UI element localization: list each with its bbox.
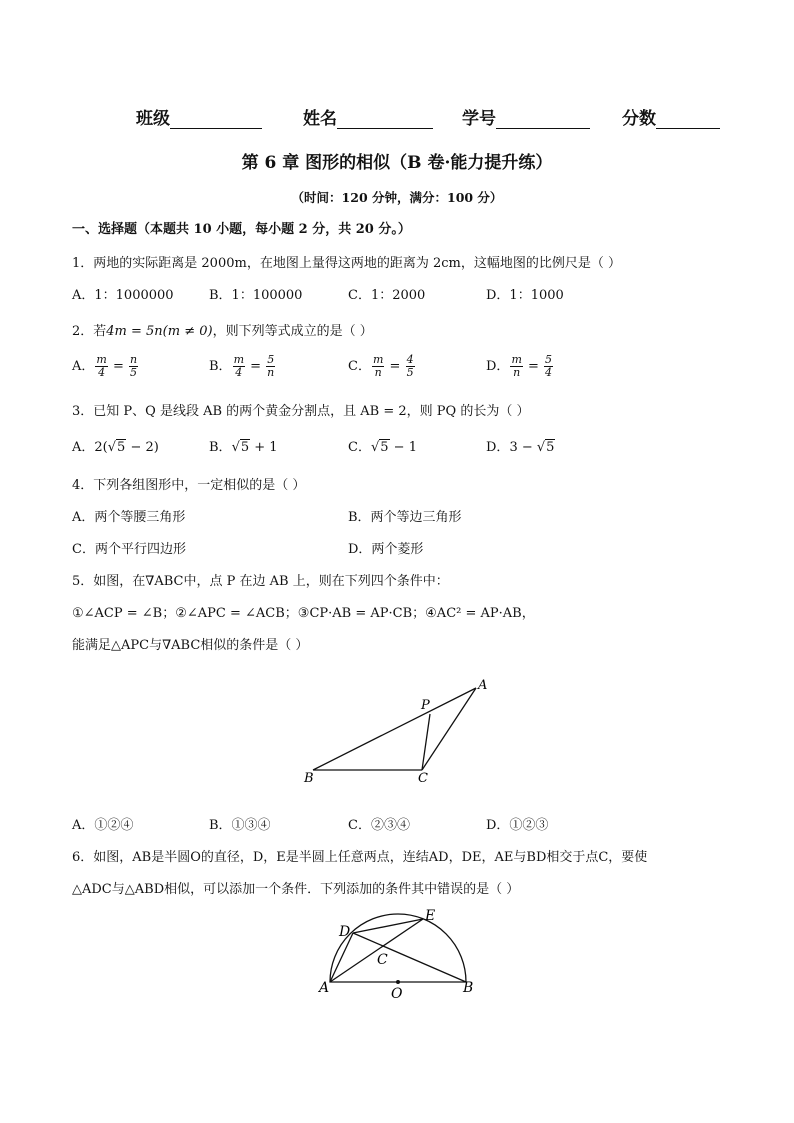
q3-option-a[interactable]: A．2(√5 − 2) xyxy=(72,440,159,455)
q1-option-c[interactable]: C．1：2000 xyxy=(348,288,426,303)
q4-option-b[interactable]: B．两个等边三角形 xyxy=(348,510,462,525)
q3-d-rad: 5 xyxy=(546,440,555,455)
q5-option-b[interactable]: B．①③④ xyxy=(209,818,271,833)
q3-option-d[interactable]: D．3 − √5 xyxy=(486,440,555,455)
q3-c-post: − 1 xyxy=(389,440,417,455)
q2-b-rden: n xyxy=(267,366,275,379)
q2-option-d[interactable]: D． $\frac{m}{n}$ = $\frac{5}{4}$ xyxy=(486,353,553,379)
q2-option-d-label: D． xyxy=(486,359,510,374)
label-b: B xyxy=(304,771,314,786)
q3-a-rad: 5 xyxy=(117,440,126,455)
q2-option-c[interactable]: C． $\frac{m}{n}$ = $\frac{4}{5}$ xyxy=(348,353,414,379)
label-a: A xyxy=(478,678,488,693)
q4-option-d[interactable]: D．两个菱形 xyxy=(348,542,424,557)
segment-bd xyxy=(353,933,466,982)
semicircle-figure xyxy=(315,904,485,1004)
label-p: P xyxy=(421,698,430,713)
q1-option-b[interactable]: B．1：100000 xyxy=(209,288,303,303)
q5-option-a[interactable]: A．①②④ xyxy=(72,818,134,833)
segment-ba xyxy=(313,688,476,770)
q5-option-d[interactable]: D．①②③ xyxy=(486,818,549,833)
name-field[interactable] xyxy=(303,104,433,129)
q3-b-rad: 5 xyxy=(240,440,250,455)
q2-stem-post: ，则下列等式成立的是（ ） xyxy=(212,324,373,339)
q2-option-a[interactable]: A． $\frac{m}{4}$ = $\frac{n}{5}$ xyxy=(72,353,138,379)
score-field[interactable] xyxy=(622,104,720,129)
q2-a-num: m xyxy=(96,353,107,366)
label-c: C xyxy=(418,771,428,786)
student-id-field[interactable] xyxy=(462,104,590,129)
q4-option-a[interactable]: A．两个等腰三角形 xyxy=(72,510,186,525)
q4-option-c[interactable]: C．两个平行四边形 xyxy=(72,542,186,557)
segment-cp xyxy=(422,714,430,770)
score-label: 分数 xyxy=(622,109,656,129)
page-title: 第 6 章 图形的相似（B 卷·能力提升练） xyxy=(241,153,553,173)
class-label: 班级 xyxy=(136,109,170,129)
center-point-o xyxy=(396,980,400,984)
student-id-label: 学号 xyxy=(462,109,496,129)
name-blank[interactable] xyxy=(337,110,433,129)
q2-c-den: n xyxy=(374,366,382,379)
q2-d-num: m xyxy=(511,353,522,366)
q2-c-rnum: 4 xyxy=(406,353,414,366)
label-d: D xyxy=(339,924,351,940)
q3-c-rad: 5 xyxy=(380,440,389,455)
q1-option-d[interactable]: D．1：1000 xyxy=(486,288,564,303)
question-5-question: 能满足△APC与∇ABC相似的条件是（ ） xyxy=(72,638,309,653)
exam-time-info: （时间：120 分钟，满分：100 分） xyxy=(291,190,503,205)
q2-a-rden: 5 xyxy=(130,366,138,379)
q2-b-den: 4 xyxy=(235,366,243,379)
q2-option-b[interactable]: B． $\frac{m}{4}$ = $\frac{5}{n}$ xyxy=(209,353,275,379)
class-field[interactable] xyxy=(136,104,262,129)
q2-c-num: m xyxy=(372,353,384,366)
q2-d-rnum: 5 xyxy=(545,353,553,366)
name-label: 姓名 xyxy=(303,109,337,129)
question-1-stem: 1．两地的实际距离是 2000m，在地图上量得这两地的距离为 2cm，这幅地图的比例尺是（ ） xyxy=(72,256,621,271)
q3-option-b[interactable]: B．√5 + 1 xyxy=(209,440,278,455)
label-c: C xyxy=(377,952,388,968)
q2-b-num: m xyxy=(233,353,244,366)
q3-option-c[interactable]: C．√5 − 1 xyxy=(348,440,417,455)
q3-a-label: A． xyxy=(72,440,95,455)
score-blank[interactable] xyxy=(656,110,720,129)
q2-a-rnum: n xyxy=(130,353,138,366)
question-6-stem-2: △ADC与△ABD相似，可以添加一个条件．下列添加的条件其中错误的是（ ） xyxy=(72,882,520,897)
triangle-abc-figure xyxy=(300,672,500,788)
q2-stem-math: 4m = 5n(m ≠ 0) xyxy=(106,324,213,339)
q2-stem-pre: 2．若 xyxy=(72,324,107,339)
q2-d-rden: 4 xyxy=(545,366,553,379)
question-3-stem: 3．已知 P、Q 是线段 AB 的两个黄金分割点，且 AB = 2，则 PQ 的长为（ ） xyxy=(72,404,530,419)
label-e: E xyxy=(425,908,436,924)
q3-b-label: B． xyxy=(209,440,232,455)
q1-option-a[interactable]: A．1：1000000 xyxy=(72,288,174,303)
student-id-blank[interactable] xyxy=(496,110,590,129)
q2-option-c-label: C． xyxy=(348,359,371,374)
q3-b-post: + 1 xyxy=(250,440,278,455)
question-2-stem xyxy=(72,320,373,339)
q2-b-rnum: 5 xyxy=(267,353,275,366)
label-a: A xyxy=(319,980,330,996)
q3-a-post: − 2) xyxy=(126,440,159,455)
section-heading: 一、选择题（本题共 10 小题，每小题 2 分，共 20 分。） xyxy=(72,222,411,237)
segment-ca xyxy=(422,688,476,770)
q3-a-pre: 2( xyxy=(94,440,108,455)
q3-d-pre: 3 − xyxy=(509,440,537,455)
q3-c-label: C． xyxy=(348,440,371,455)
question-6-stem: 6．如图，AB是半圆O的直径，D，E是半圆上任意两点，连结AD，DE，AE与BD相交于点C，要使 xyxy=(72,850,648,865)
q5-option-c[interactable]: C．②③④ xyxy=(348,818,410,833)
label-b: B xyxy=(463,980,474,996)
question-4-stem: 4．下列各组图形中，一定相似的是（ ） xyxy=(72,478,306,493)
question-5-stem: 5．如图，在∇ABC中，点 P 在边 AB 上，则在下列四个条件中： xyxy=(72,574,449,589)
question-5-conditions: ①∠ACP = ∠B；②∠APC = ∠ACB；③CP·AB = AP·CB；④AC² = AP·AB， xyxy=(72,606,535,621)
q2-c-rden: 5 xyxy=(406,366,414,379)
q2-a-den: 4 xyxy=(98,366,106,379)
q2-d-den: n xyxy=(513,366,521,379)
class-blank[interactable] xyxy=(170,110,262,129)
label-o: O xyxy=(391,986,403,1002)
q2-option-b-label: B． xyxy=(209,359,232,374)
q3-d-label: D． xyxy=(486,440,510,455)
q2-option-a-label: A． xyxy=(72,359,95,374)
